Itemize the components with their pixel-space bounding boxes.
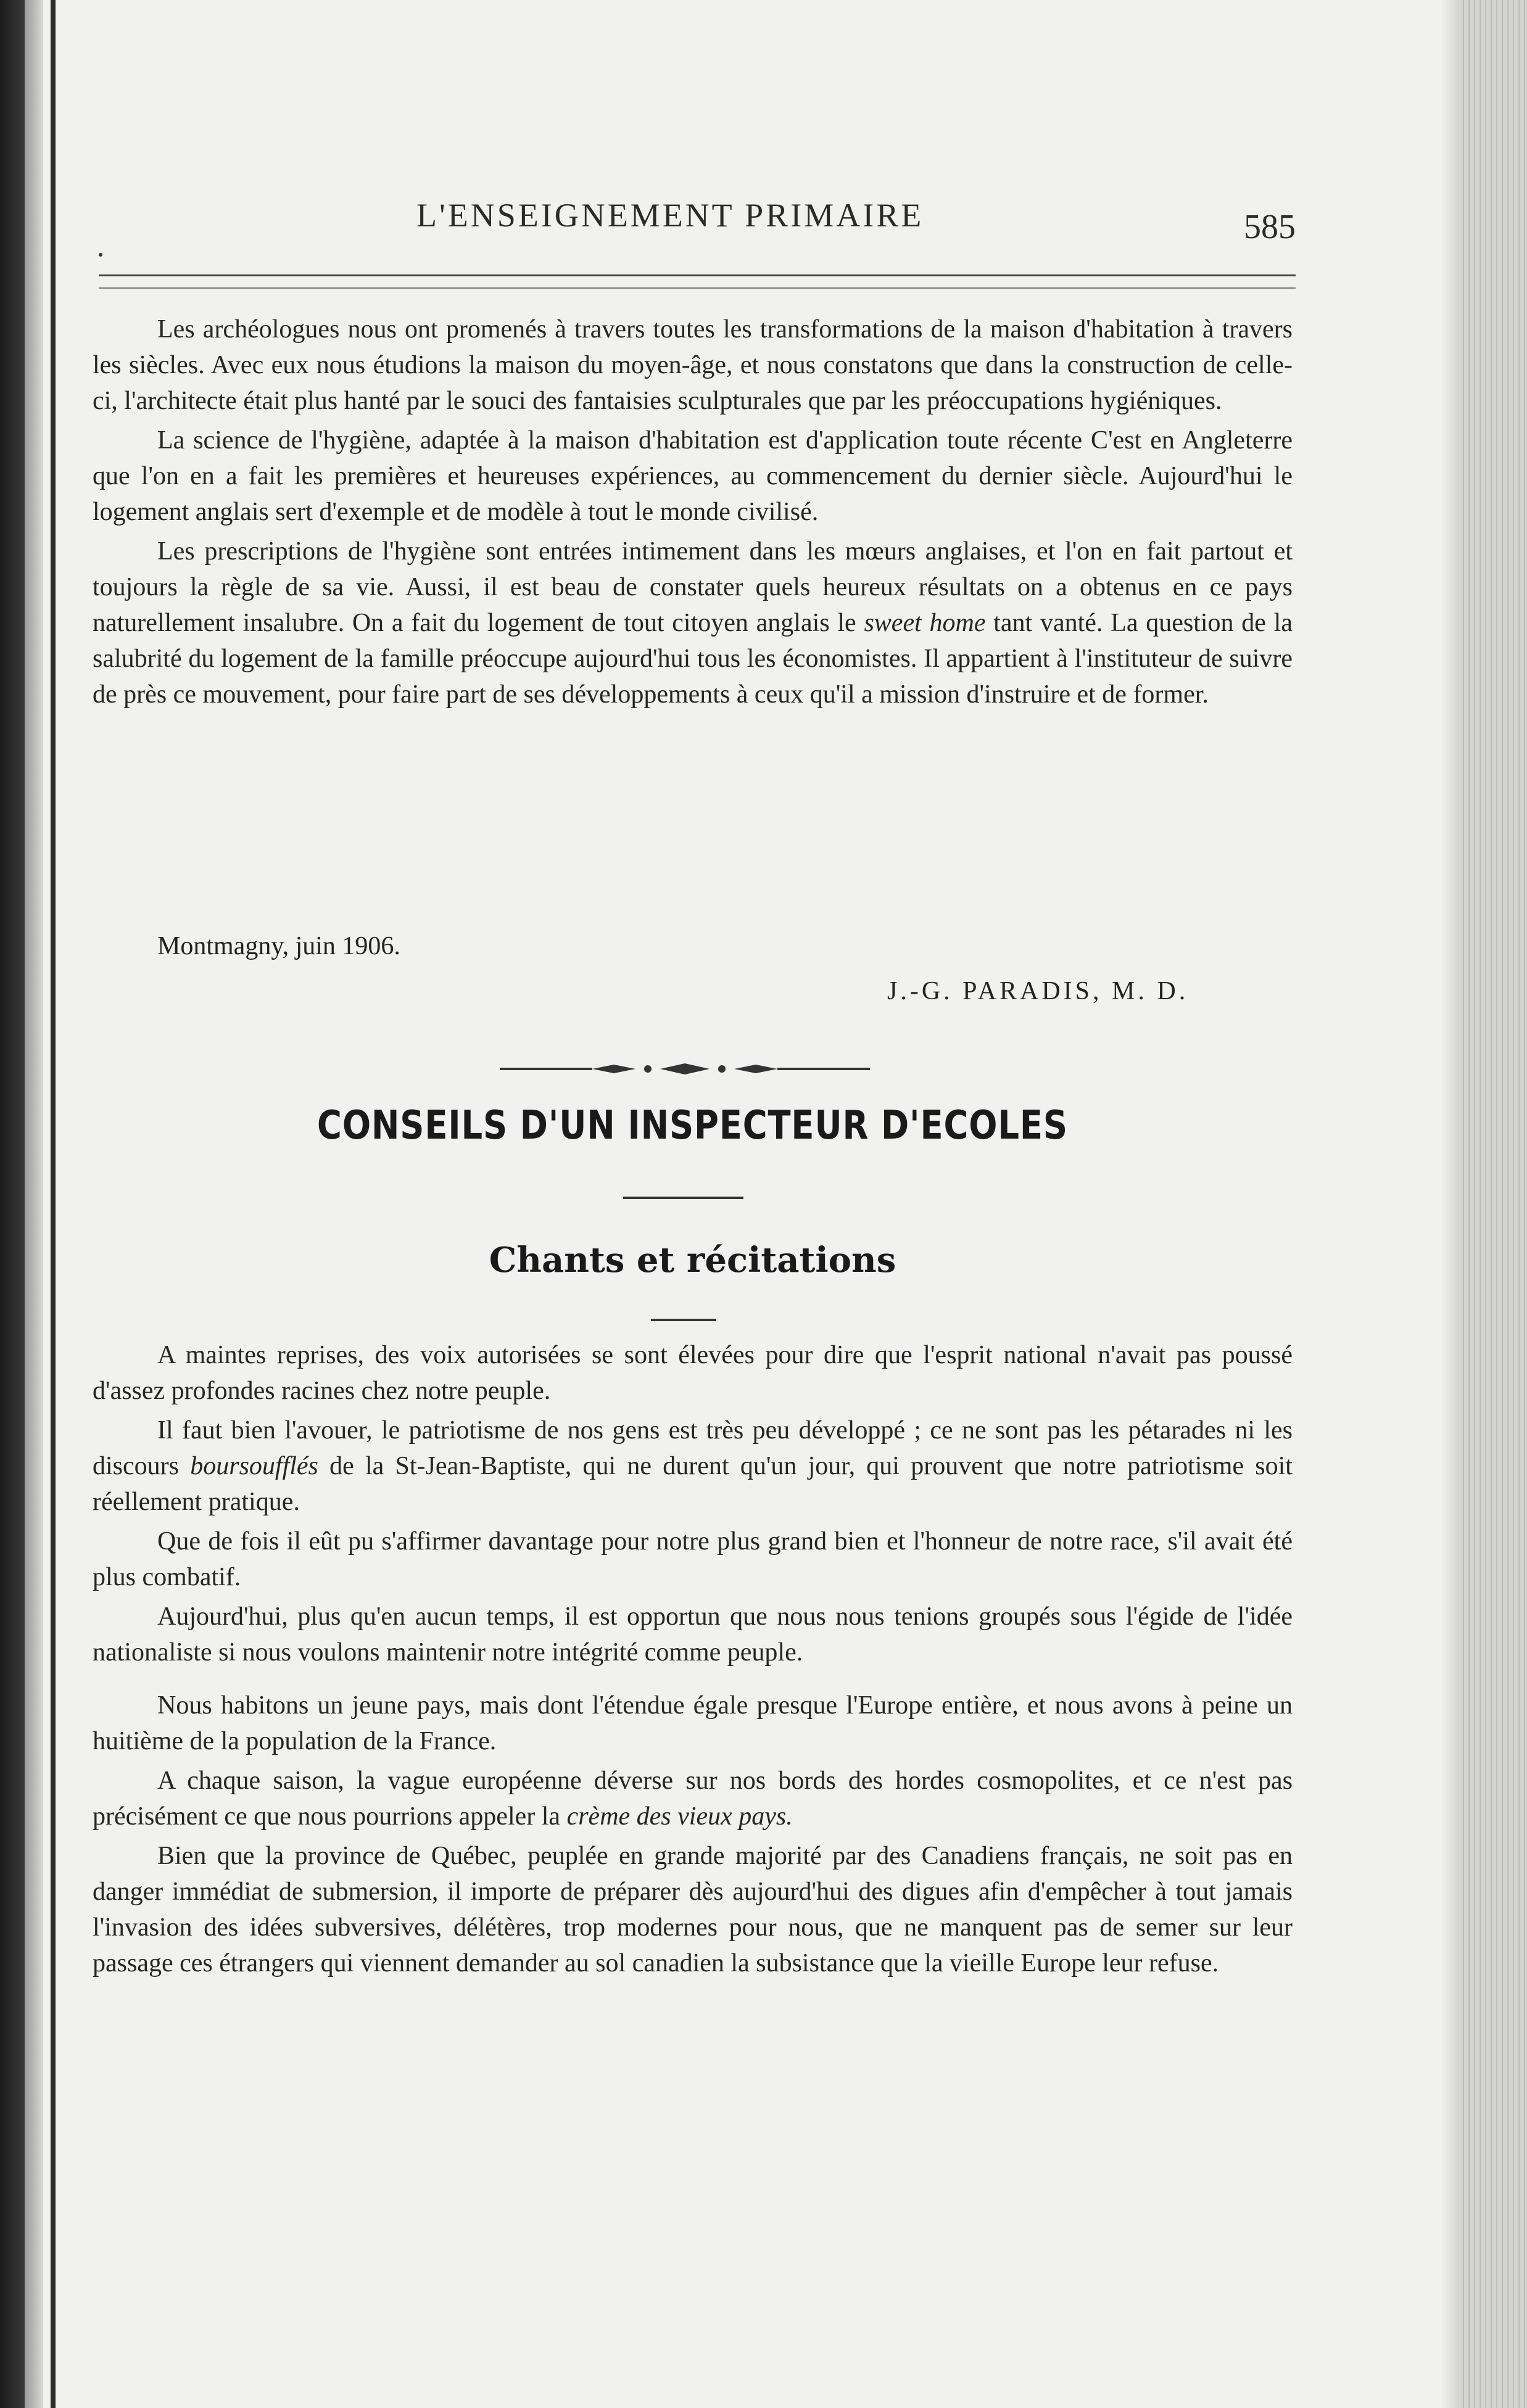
article-title: CONSEILS D'UN INSPECTEUR D'ECOLES [317,1103,1068,1148]
print-mark [99,253,102,257]
subtitle-rule [651,1319,716,1321]
scan-left-edge [0,0,25,2408]
article-conseils [93,1337,1293,1985]
italic-phrase: sweet home [864,609,986,637]
text-run: Les prescriptions de l'hygiène sont entrées intimement dans les mœurs anglaises, et l'on en fait partout et toujours la règle de sa vie. Aussi, il est beau de constater quels heureux résultats on a obtenus en ce pays naturellement insalubre. On a fait du logement de tout citoyen anglais le [93,537,1293,637]
text-run: A chaque saison, la vague européenne déverse sur nos bords des hordes cosmopolites, et ce n'est pas précisément ce que nous pourrions appeler la [93,1767,1293,1831]
paragraph: La science de l'hygiène, adaptée à la maison d'habitation est d'application toute récente C'est en Angleterre que l'on en a fait les premières et heureuses expériences, au commencement du dernier siècle. Aujourd'hui le logement anglais sert d'exemple et de modèle à tout le monde civilisé. [93,426,1293,526]
paragraph [93,1412,1293,1520]
header-rule [99,274,1296,276]
section-ornament [500,1060,870,1078]
article-hygiene [93,311,1293,716]
page-stack-edge [1459,0,1527,2408]
dateline: Montmagny, juin 1906. [157,932,400,960]
page-number: 585 [1244,208,1296,246]
paragraph [93,1763,1293,1834]
paragraph: Les archéologues nous ont promenés à travers toutes les transformations de la maison d'habitation à travers les siècles. Avec eux nous étudions la maison du moyen-âge, et nous constatons que dans la construction de celle-ci, l'architecte était plus hanté par le souci des fantaisies sculpturales que par les préoccupations hygiéniques. [93,315,1293,415]
page-shadow [1441,0,1459,2408]
title-rule [623,1197,743,1199]
book-gutter [25,0,43,2408]
text-run: tant vanté. La question de la salubrité du logement de la famille préoccupe aujourd'hui tous les économistes. Il appartient à l'instituteur de suivre de près ce mouvement, pour faire part de ses développements à ceux qu'il a mission d'instruire et de former. [93,609,1293,709]
text-run: de la St-Jean-Baptiste, qui ne durent qu'un jour, qui prouvent que notre patriotisme soit réellement pratique. [93,1452,1293,1516]
paragraph: A maintes reprises, des voix autorisées se sont élevées pour dire que l'esprit national n'avait pas poussé d'assez profondes racines chez notre peuple. [93,1341,1293,1405]
author-signature: J.-G. PARADIS, M. D. [887,977,1189,1005]
italic-phrase: crème des vieux pays. [566,1802,793,1831]
paragraph [93,534,1293,712]
header-rule-thin [99,287,1296,289]
italic-phrase: boursoufflés [190,1452,318,1480]
running-title: L'ENSEIGNEMENT PRIMAIRE [416,197,924,234]
gutter-line [51,0,56,2408]
article-subtitle: Chants et récitations [489,1240,896,1280]
paragraph: Aujourd'hui, plus qu'en aucun temps, il est opportun que nous nous tenions groupés sous l'égide de l'idée nationaliste si nous voulons maintenir notre intégrité comme peuple. [93,1602,1293,1667]
paragraph: Nous habitons un jeune pays, mais dont l'étendue égale presque l'Europe entière, et nous avons à peine un huitième de la population de la France. [93,1691,1293,1755]
text-run: Il faut bien l'avouer, le patriotisme de nos gens est très peu développé ; ce ne sont pas les pétarades ni les discours [93,1416,1293,1480]
paragraph: Que de fois il eût pu s'affirmer davantage pour notre plus grand bien et l'honneur de notre race, s'il avait été plus combatif. [93,1527,1293,1591]
running-header [99,191,1296,259]
paragraph: Bien que la province de Québec, peuplée en grande majorité par des Canadiens français, ne soit pas en danger immédiat de submersion, il importe de préparer dès aujourd'hui des digues afin d'empêcher à tout jamais l'invasion des idées subversives, délétères, trop modernes pour nous, que ne manquent pas de semer sur leur passage ces étrangers qui viennent demander au sol canadien la subsistance que la vieille Europe leur refuse. [93,1842,1293,1977]
